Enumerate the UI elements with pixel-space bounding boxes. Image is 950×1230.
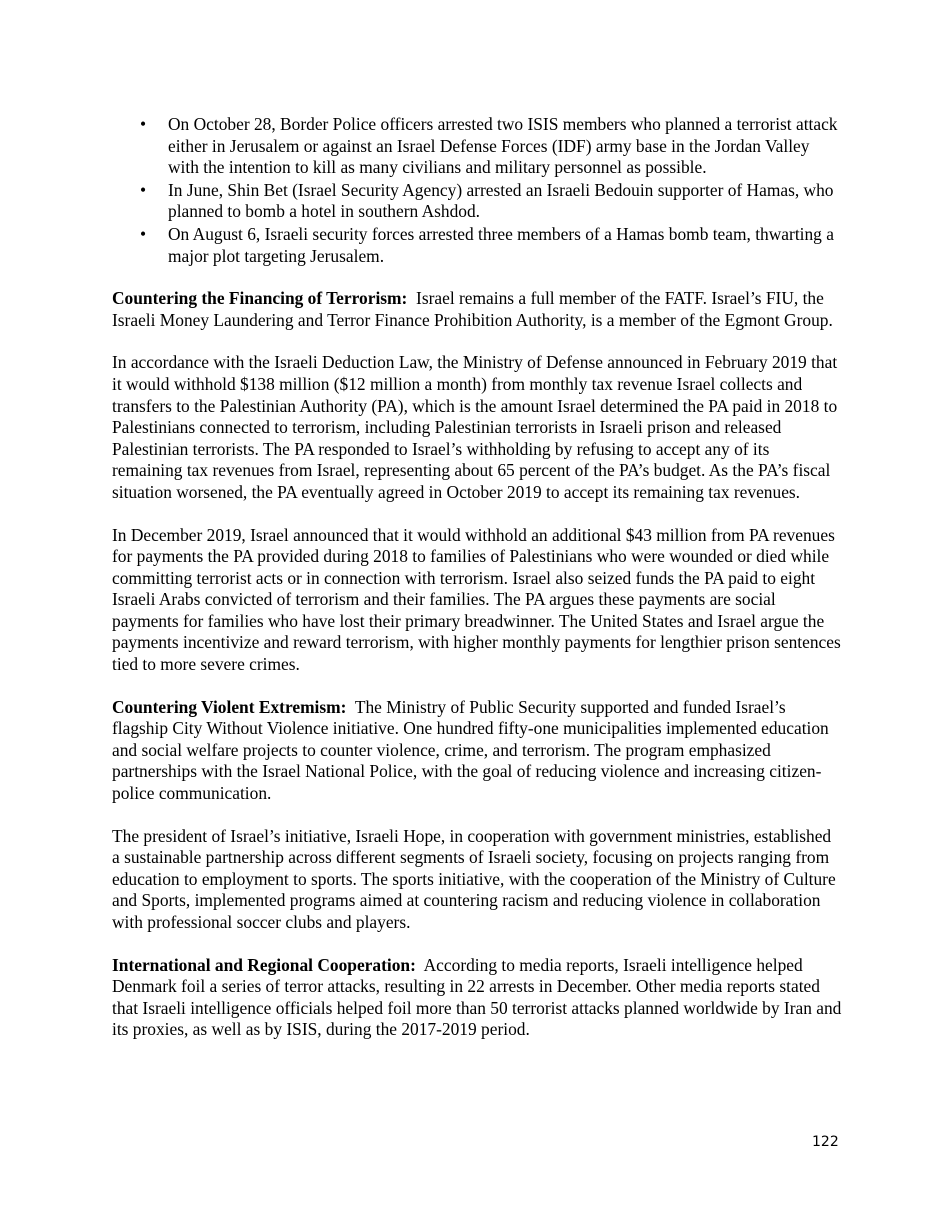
deduction-law-text: In accordance with the Israeli Deduction Law, the Ministry of Defense announced in February 2019 that it would withhold $138 million ($12 million a month) from monthly tax revenue Israel collects and transfers to the Palestinian Authority (PA), which is the amount Israel determined the PA paid in 2018 to Palestinians connected to terrorism, including Palestinian terrorists in Israeli prison and released Palestinian terrorists. The PA responded to Israel’s withholding by refusing to accept any of its remaining tax revenues from Israel, representing about 65 percent of the PA’s budget. As the PA’s fiscal situation worsened, the PA eventually agreed in October 2019 to accept its remaining tax revenues.: [112, 352, 838, 502]
arrests-bullet-list: [112, 114, 842, 267]
bullet-item: [112, 224, 842, 267]
financing-paragraph: [112, 288, 842, 331]
cooperation-text: According to media reports, Israeli intelligence helped Denmark foil a series of terror attacks, resulting in 22 arrests in December. Other media reports stated that Israeli intelligence officials helped foil more than 50 terrorist attacks planned worldwide by Iran and its proxies, as well as by ISIS, during the 2017-2019 period.: [112, 954, 842, 1040]
israeli-hope-text: The president of Israel’s initiative, Israeli Hope, in cooperation with government ministries, established a sustainable partnership across different segments of Israeli society, focusing on projects ranging from education to employment to sports. The sports initiative, with the cooperation of the Ministry of Culture and Sports, implemented programs aimed at countering racism and reducing violence in collaboration with professional soccer clubs and players.: [112, 825, 836, 932]
financing-heading: Countering the Financing of Terrorism:: [112, 288, 408, 309]
december-withholding-paragraph: [112, 525, 842, 676]
cve-text: The Ministry of Public Security supported and funded Israel’s flagship City Without Violence initiative. One hundred fifty-one municipalities implemented education and social welfare projects to counter violence, crime, and terrorism. The program emphasized partnerships with the Israel National Police, with the goal of reducing violence and increasing citizen-police communication.: [112, 696, 829, 804]
page-number: 122: [812, 1134, 839, 1150]
bullet-icon: •: [140, 114, 147, 134]
deduction-law-paragraph: [112, 352, 842, 503]
cve-heading: Countering Violent Extremism:: [112, 696, 347, 717]
bullet-text: In June, Shin Bet (Israel Security Agency) arrested an Israeli Bedouin supporter of Hamas, who planned to bomb a hotel in southern Ashdod.: [168, 179, 834, 222]
bullet-item: [112, 114, 842, 179]
cooperation-heading: International and Regional Cooperation:: [112, 954, 416, 975]
bullet-text: On October 28, Border Police officers arrested two ISIS members who planned a terrorist attack either in Jerusalem or against an Israel Defense Forces (IDF) army base in the Jordan Valley with the intention to kill as many civilians and military personnel as possible.: [168, 114, 838, 178]
cve-paragraph: [112, 697, 842, 805]
document-body: [112, 114, 842, 1041]
cooperation-paragraph: [112, 955, 842, 1041]
december-withholding-text: In December 2019, Israel announced that it would withhold an additional $43 million from PA revenues for payments the PA provided during 2018 to families of Palestinians who were wounded or died while committing terrorist acts or in connection with terrorism. Israel also seized funds the PA paid to eight Israeli Arabs convicted of terrorism and their families. The PA argues these payments are social payments for families who have lost their primary breadwinner. The United States and Israel argue the payments incentivize and reward terrorism, with higher monthly payments for lengthier prison sentences tied to more severe crimes.: [112, 524, 841, 675]
bullet-icon: •: [140, 179, 147, 200]
israeli-hope-paragraph: [112, 826, 842, 934]
financing-text: Israel remains a full member of the FATF. Israel’s FIU, the Israeli Money Laundering and Terror Finance Prohibition Authority, is a member of the Egmont Group.: [112, 288, 833, 330]
bullet-text: On August 6, Israeli security forces arrested three members of a Hamas bomb team, thwarting a major plot targeting Jerusalem.: [168, 223, 834, 266]
bullet-item: [112, 180, 842, 223]
bullet-icon: •: [140, 223, 147, 244]
